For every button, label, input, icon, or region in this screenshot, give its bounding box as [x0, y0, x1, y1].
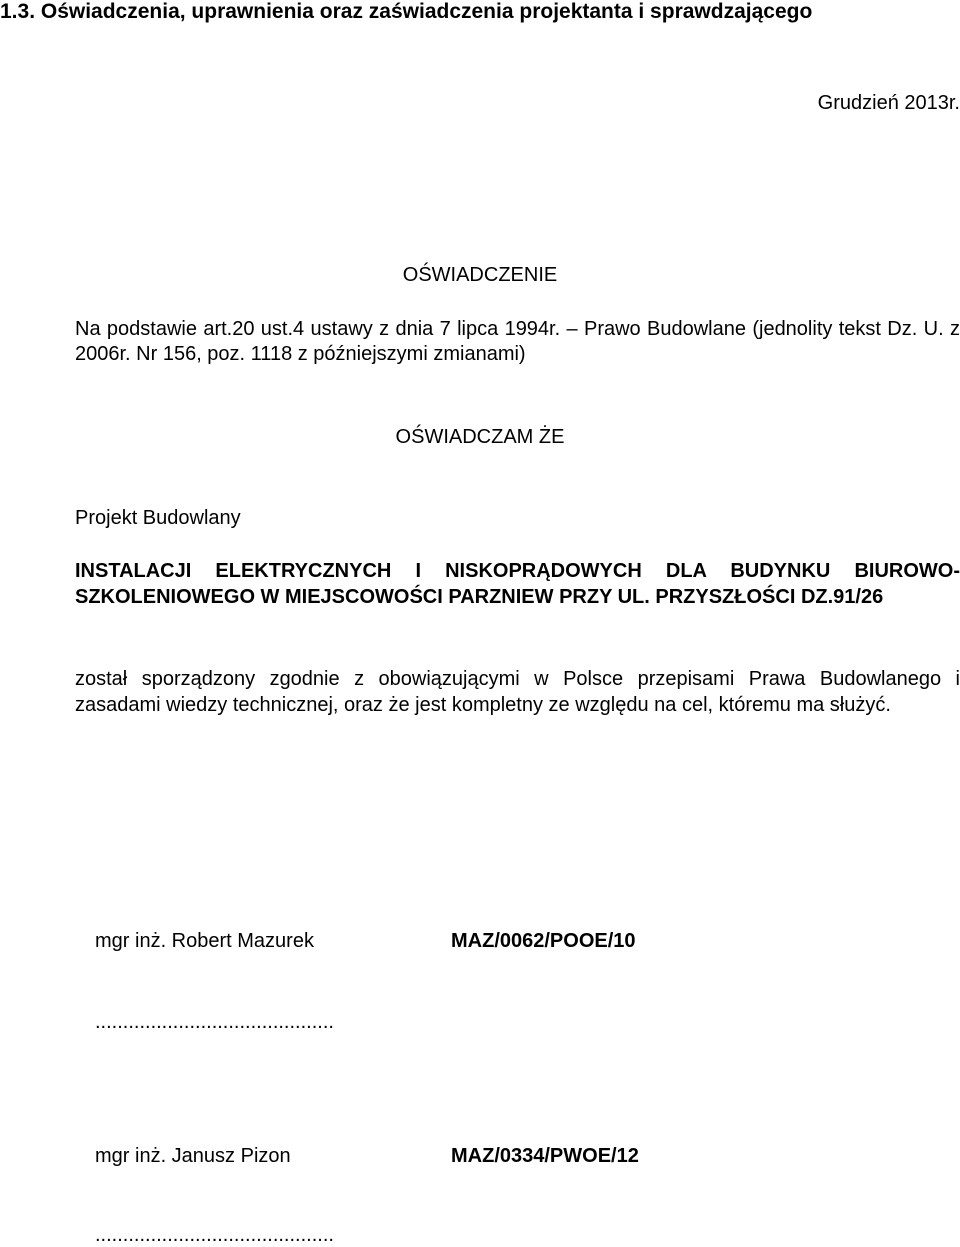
signatory-name: mgr inż. Janusz Pizon — [95, 1145, 291, 1167]
signature-line: ........................................... — [95, 1224, 334, 1246]
document-title: OŚWIADCZENIE — [402, 264, 558, 286]
project-label: Projekt Budowlany — [75, 507, 241, 529]
declaration-heading: OŚWIADCZAM ŻE — [395, 426, 565, 448]
signatory-license: MAZ/0334/PWOE/12 — [451, 1145, 639, 1167]
project-subject: INSTALACJI ELEKTRYCZNYCH I NISKOPRĄDOWYCH DLA BUDYNKU BIUROWO-SZKOLENIOWEGO W MIEJSCOWOŚCI PARZNIEW PRZY UL. PRZYSZŁOŚCI DZ.91/26 — [75, 560, 960, 608]
document-date: Grudzień 2013r. — [817, 92, 960, 114]
signature-line: ........................................... — [95, 1011, 334, 1033]
legal-basis-paragraph: Na podstawie art.20 ust.4 ustawy z dnia 7 lipca 1994r. – Prawo Budowlane (jednolity tekst Dz. U. z 2006r. Nr 156, poz. 1118 z późniejszymi zmianami) — [75, 318, 960, 365]
signatory-license: MAZ/0062/POOE/10 — [451, 930, 636, 952]
section-heading: 1.3. Oświadczenia, uprawnienia oraz zaświadczenia projektanta i sprawdzającego — [0, 0, 813, 23]
signatory-name: mgr inż. Robert Mazurek — [95, 930, 314, 952]
statement-paragraph: został sporządzony zgodnie z obowiązującymi w Polsce przepisami Prawa Budowlanego i zasadami wiedzy technicznej, oraz że jest kompletny ze względu na cel, któremu ma służyć. — [75, 668, 960, 716]
